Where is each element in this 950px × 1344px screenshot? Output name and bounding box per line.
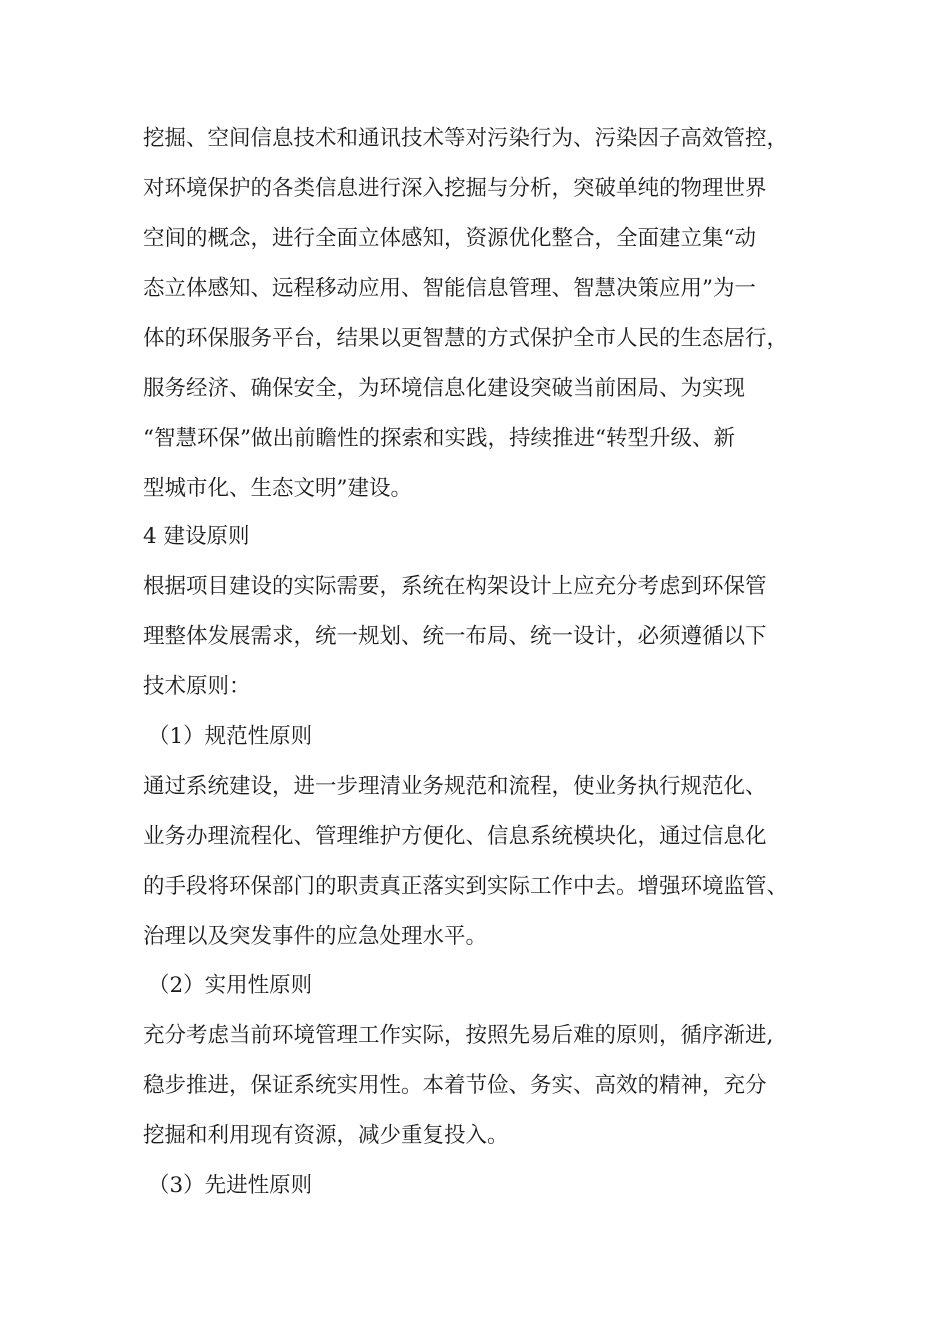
paragraph-line: 对环境保护的各类信息进行深入挖掘与分析，突破单纯的物理世界 [143, 176, 767, 201]
paragraph-line: 充分考虑当前环境管理工作实际，按照先易后难的原则，循序渐进, [143, 1023, 774, 1048]
paragraph-line: 技术原则： [143, 674, 251, 699]
paragraph-line: 业务办理流程化、管理维护方便化、信息系统模块化，通过信息化 [143, 824, 767, 849]
paragraph-line: 挖掘和利用现有资源，减少重复投入。 [143, 1123, 509, 1148]
paragraph-line: 根据项目建设的实际需要，系统在构架设计上应充分考虑到环保管 [143, 574, 767, 599]
section-heading: 4 建设原则 [143, 524, 250, 549]
paragraph-line: 通过系统建设，进一步理清业务规范和流程，使业务执行规范化、 [143, 774, 767, 799]
paragraph-line: 态立体感知、远程移动应用、智能信息管理、智慧决策应用”为一 [143, 276, 756, 301]
paragraph-line: 稳步推进，保证系统实用性。本着节俭、务实、高效的精神，充分 [143, 1073, 767, 1098]
paragraph-line: 治理以及突发事件的应急处理水平。 [143, 924, 488, 949]
paragraph-line: 型城市化、生态文明”建设。 [143, 476, 412, 501]
principle-heading: （2）实用性原则 [148, 973, 313, 998]
paragraph-line: 空间的概念，进行全面立体感知，资源优化整合，全面建立集“动 [143, 226, 756, 251]
principle-heading: （1）规范性原则 [148, 724, 313, 749]
paragraph-line: “智慧环保”做出前瞻性的探索和实践，持续推进“转型升级、新 [143, 426, 735, 451]
paragraph-line: 体的环保服务平台，结果以更智慧的方式保护全市人民的生态居行， [143, 326, 789, 351]
paragraph-line: 的手段将环保部门的职责真正落实到实际工作中去。增强环境监管、 [143, 874, 789, 899]
paragraph-line: 服务经济、确保安全，为环境信息化建设突破当前困局、为实现 [143, 376, 746, 401]
principle-heading: （3）先进性原则 [148, 1173, 313, 1198]
paragraph-line: 挖掘、空间信息技术和通讯技术等对污染行为、污染因子高效管控， [143, 126, 789, 151]
paragraph-line: 理整体发展需求，统一规划、统一布局、统一设计，必须遵循以下 [143, 624, 767, 649]
